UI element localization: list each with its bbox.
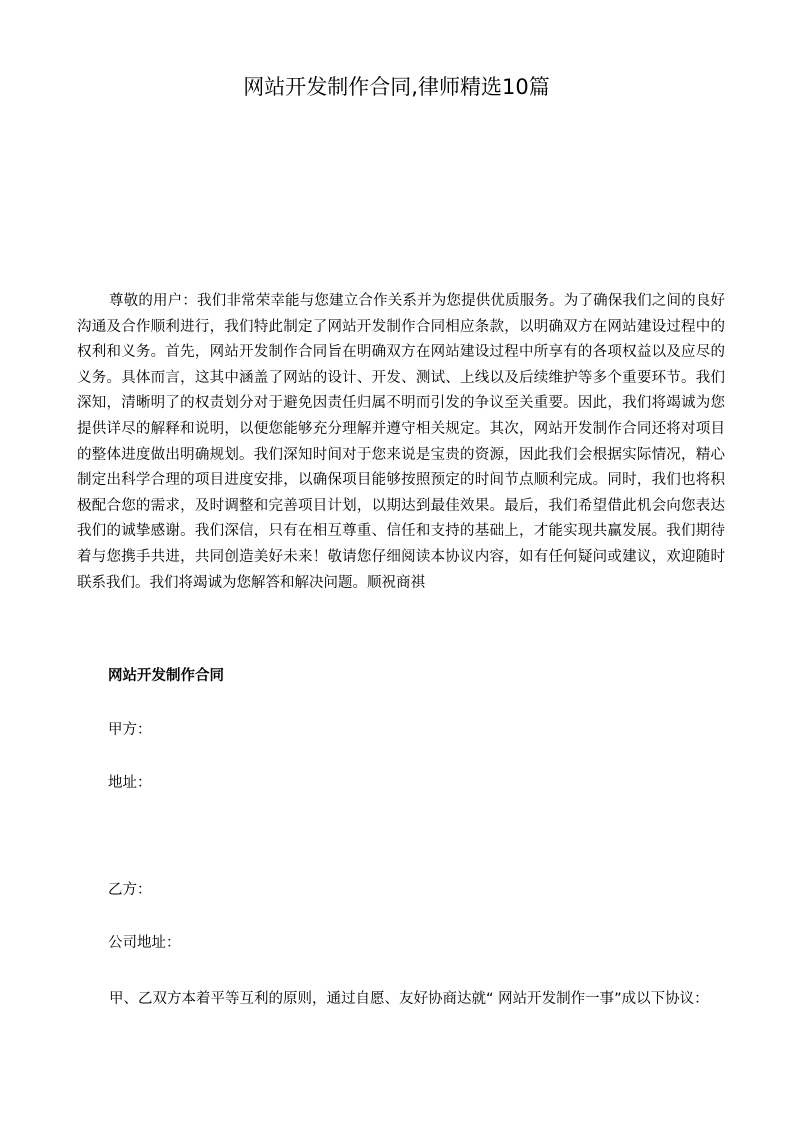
party-b-address-label: 公司地址： [108, 935, 181, 951]
party-b-label: 乙方： [108, 882, 152, 898]
party-a-address-label: 地址： [108, 775, 152, 791]
intro-paragraph: 尊敬的用户：我们非常荣幸能与您建立合作关系并为您提供优质服务。为了确保我们之间的良好沟通及合作顺利进行，我们特此制定了网站开发制作合同相应条款，以明确双方在网站建设过程中的权利和义务。首先，网站开发制作合同旨在明确双方在网站建设过程中所享有的各项权益以及应尽的义务。具体而言，这其中涵盖了网站的设计、开发、测试、上线以及后续维护等多个重要环节。我们深知，清晰明了的权责划分对于避免因责任归属不明而引发的争议至关重要。因此，我们将竭诚为您提供详尽的解释和说明，以便您能够充分理解并遵守相关规定。其次，网站开发制作合同还将对项目的整体进度做出明确规划。我们深知时间对于您来说是宝贵的资源，因此我们会根据实际情况，精心制定出科学合理的项目进度安排，以确保项目能够按照预定的时间节点顺利完成。同时，我们也将积极配合您的需求，及时调整和完善项目计划，以期达到最佳效果。最后，我们希望借此机会向您表达我们的诚挚感谢。我们深信，只有在相互尊重、信任和支持的基础上，才能实现共赢发展。我们期待着与您携手共进，共同创造美好未来！敬请您仔细阅读本协议内容，如有任何疑问或建议，欢迎随时联系我们。我们将竭诚为您解答和解决问题。顺祝商祺 [77, 293, 725, 591]
contract-heading: 网站开发制作合同 [108, 668, 224, 684]
agreement-paragraph: 甲、乙双方本着平等互利的原则，通过自愿、友好协商达就“ 网站开发制作一事”成以下协议： [109, 991, 709, 1007]
document-title: 网站开发制作合同,律师精选10篇 [243, 75, 550, 99]
party-a-label: 甲方： [108, 722, 152, 738]
